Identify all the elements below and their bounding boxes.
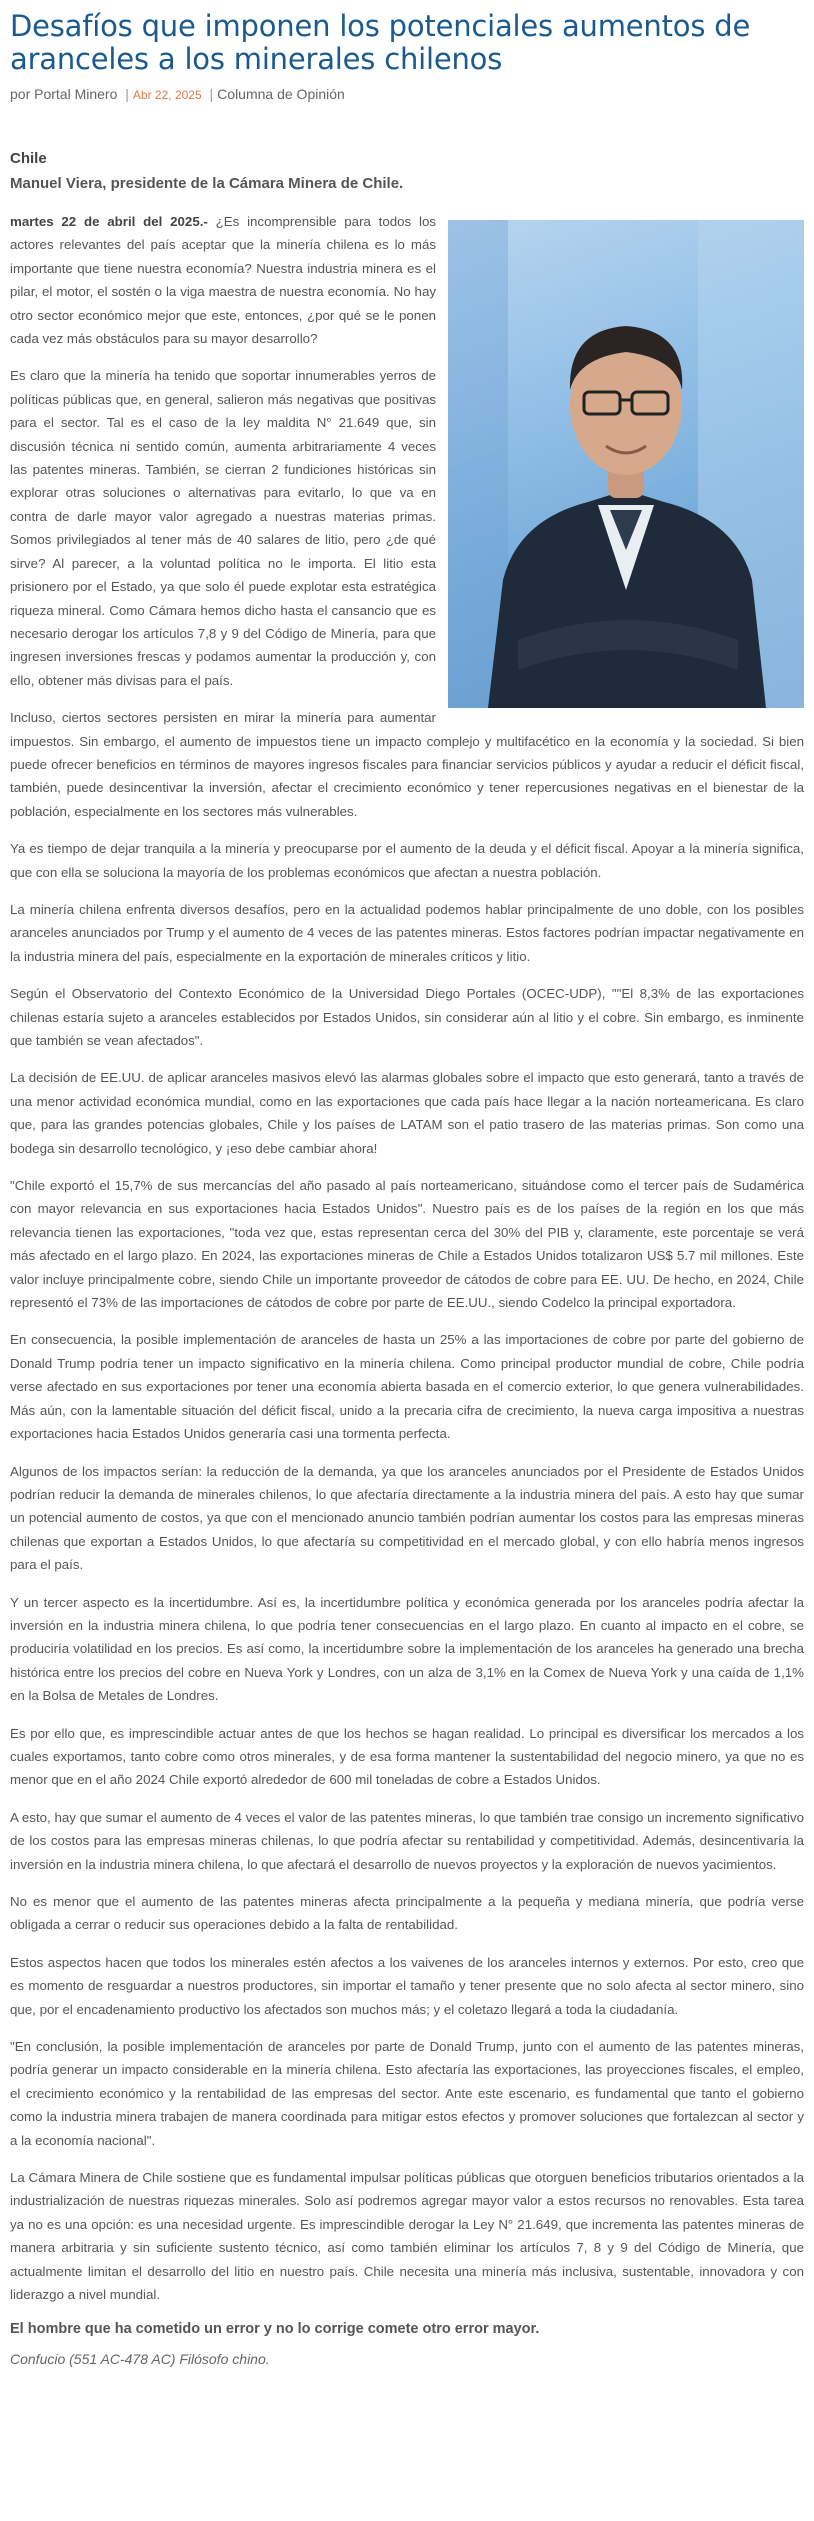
- article-title: Desafíos que imponen los potenciales aumentos de aranceles a los minerales chilenos: [10, 9, 751, 76]
- lead-date: martes 22 de abril del 2025.-: [10, 214, 208, 229]
- body-paragraph: Es por ello que, es imprescindible actuar antes de que los hechos se hagan realidad. Lo principal es diversificar los mercados a los cuales exportamos, tanto cobre como otros minerales, y de esa forma mantener la sustentabilidad del negocio minero, ya que no es menor que en el año 2024 Chile exportó alrededor de 600 mil toneladas de cobre a Estados Unidos.: [10, 1725, 804, 1788]
- author-link[interactable]: Portal Minero: [34, 86, 118, 102]
- byline: Manuel Viera, presidente de la Cámara Minera de Chile.: [10, 175, 404, 192]
- paragraph-text: ¿Es incomprensible para todos los actores relevantes del país aceptar que la minería chilena es lo más importante que tiene nuestra economía? Nuestra industria minera es el pilar, el motor, el sostén o la viga maestra de nuestra economía. No hay otro sector económico mejor que este, entonces, ¿por qué se le ponen cada vez más obstáculos para su mayor desarrollo?: [10, 214, 436, 347]
- body-paragraph: En consecuencia, la posible implementación de aranceles de hasta un 25% a las importaciones de cobre por parte del gobierno de Donald Trump podría tener un impacto significativo en la minería chilena. Como principal productor mundial de cobre, Chile podría verse afectado en sus exportaciones por tener una economía abierta basada en el comercio exterior, lo que genera vulnerabilidades. Más aún, con la lamentable situación del déficit fiscal, unido a la precaria cifra de crecimiento, la nueva carga impositiva a nuestras exportaciones hacia Estados Unidos generaría casi una tormenta perfecta.: [10, 1332, 804, 1442]
- publish-date: Abr 22, 2025: [132, 88, 202, 102]
- meta-separator: |: [209, 86, 214, 102]
- body-paragraph: La Cámara Minera de Chile sostiene que es fundamental impulsar políticas públicas que otorguen beneficios tributarios orientados a la industrialización de nuestras riquezas minerales. Solo así podremos agregar mayor valor a estos recursos no renovables. Esta tarea ya no es una opción: es una necesidad urgente. Es imprescindible derogar la Ley N° 21.649, que incrementa las patentes mineras de manera arbitraria y sin suficiente sustento técnico, así como también eliminar los artículos 7, 8 y 9 del Código de Minería, que actualmente limitan el desarrollo del litio en nuestro país. Chile necesita una minería más inclusiva, sustentable, innovadora y con liderazgo a nivel mundial.: [10, 2170, 804, 2303]
- body-paragraph: Según el Observatorio del Contexto Económico de la Universidad Diego Portales (OCEC-UDP), ""El 8,3% de las exportaciones chilenas estaría sujeto a aranceles establecidos por Estados Unidos, sin considerar aún al litio y el cobre. Sin embargo, es inminente que también se vean afectados".: [10, 986, 804, 1048]
- country-label: Chile: [10, 150, 47, 167]
- body-paragraph: La decisión de EE.UU. de aplicar aranceles masivos elevó las alarmas globales sobre el impacto que esto generará, tanto a través de una menor actividad económica mundial, como en las exportaciones que cada país hace llegar a la nación norteamericana. Es claro que, para las grandes potencias globales, Chile y los países de LATAM son el patio trasero de las materias primas. Son como una bodega sin desarrollo tecnológico, y ¡eso debe cambiar ahora!: [10, 1070, 804, 1156]
- body-paragraph: La minería chilena enfrenta diversos desafíos, pero en la actualidad podemos hablar principalmente de uno doble, con los posibles aranceles anunciados por Trump y el aumento de 4 veces de las patentes mineras. Estos factores podrían impactar negativamente en la industria minera del país, especialmente en la exportación de minerales críticos y litio.: [10, 901, 804, 964]
- body-paragraph: Algunos de los impactos serían: la reducción de la demanda, ya que los aranceles anunciados por el Presidente de Estados Unidos podrían reducir la demanda de minerales chilenos, lo que afectaría directamente a la industria minera del país. A esto hay que sumar un potencial aumento de costos, ya que con el mencionado anuncio también podrían aumentar los costos para las empresas mineras chilenas que exportan a Estados Unidos, lo que afectaría su competitividad en el mercado global, y con ello habría menos ingresos para el país.: [10, 1463, 804, 1573]
- body-paragraph: Y un tercer aspecto es la incertidumbre. Así es, la incertidumbre política y económica generada por los aranceles podría afectar la inversión en la industria minera chilena, lo que podría tener consecuencias en el largo plazo. En cuanto al impacto en el cobre, se produciría volatilidad en los precios. Es así como, la incertidumbre sobre la implementación de los aranceles ha generado una brecha histórica entre los precios del cobre en Nueva York y Londres, con un alza de 3,1% en la Comex de Nueva York y una caída de 1,1% en la Bolsa de Metales de Londres.: [10, 1594, 804, 1704]
- portrait-photo: [448, 220, 804, 708]
- closing-quote: El hombre que ha cometido un error y no lo corrige comete otro error mayor.: [10, 2320, 540, 2337]
- body-paragraph: Incluso, ciertos sectores persisten en mirar la minería para aumentar impuestos. Sin embargo, el aumento de impuestos tiene un impacto complejo y multifacético en la economía y la sociedad. Si bien puede ofrecer beneficios en términos de mayores ingresos fiscales para financiar servicios públicos y ayudar a reducir el déficit fiscal, también, puede desincentivar la inversión, afectar el crecimiento económico y tener repercusiones negativas en el bienestar de la población, especialmente en los sectores más vulnerables.: [10, 710, 804, 819]
- meta-by: por: [10, 86, 31, 102]
- body-paragraph: Estos aspectos hacen que todos los minerales estén afectos a los vaivenes de los aranceles internos y externos. Por esto, creo que es momento de resguardar a nuestros productores, sin importar el tamaño y tener presente que no solo afecta al sector minero, sino que, por el encadenamiento productivo los afectados son muchos más; y el coletazo llegará a toda la ciudadanía.: [10, 1954, 804, 2017]
- body-paragraph: "En conclusión, la posible implementación de aranceles por parte de Donald Trump, junto con el aumento de las patentes mineras, podría generar un impacto considerable en la minería chilena. Esto afectaría las exportaciones, las proyecciones fiscales, el empleo, el crecimiento económico y la rentabilidad de las empresas del sector. Ante este escenario, es fundamental que tanto el gobierno como la industria minera trabajen de manera coordinada para mitigar estos efectos y promover soluciones que fortalezcan al sector y a la economía nacional".: [10, 2039, 804, 2148]
- meta-separator: |: [125, 86, 129, 102]
- portrait-illustration: [448, 220, 804, 708]
- quote-attribution: Confucio (551 AC-478 AC) Filósofo chino.: [10, 2350, 270, 2367]
- body-paragraph: Ya es tiempo de dejar tranquila a la minería y preocuparse por el aumento de la deuda y el déficit fiscal. Apoyar a la minería significa, que con ella se soluciona la mayoría de los problemas económicos que afectan a nuestra población.: [10, 841, 804, 880]
- body-paragraph: Es claro que la minería ha tenido que soportar innumerables yerros de políticas públicas que, en general, salieron más negativas que positivas para el sector. Tal es el caso de la ley maldita N° 21.649 que, sin discusión técnica ni sentido común, aumenta arbitrariamente 4 veces las patentes mineras. También, se cierran 2 fundiciones históricas sin explorar otras soluciones o alternativas para evitarlo, lo que va en contra de darle mayor valor agregado a nuestras materias primas. Somos privilegiados al tener más de 40 salares de litio, pero ¿de qué sirve? Al parecer, a la voluntad política no le importa. El litio esta prisionero por el Estado, ya que solo él puede explotar esta estratégica riqueza mineral. Como Cámara hemos dicho hasta el cansancio que es necesario derogar los artículos 7,8 y 9 del Código de Minería, para que ingresen inversiones frescas y podamos aumentar la producción y, con ello, obtener más divisas para el país.: [10, 368, 436, 688]
- body-paragraph: No es menor que el aumento de las patentes mineras afecta principalmente a la pequeña y mediana minería, que podría verse obligada a cerrar o reducir sus operaciones debido a la falta de rentabilidad.: [10, 1894, 804, 1933]
- body-paragraph: A esto, hay que sumar el aumento de 4 veces el valor de las patentes mineras, lo que también trae consigo un incremento significativo de los costos para las empresas mineras chilenas, lo que podría afectar su rentabilidad y competitividad. Además, desincentivaría la inversión en la industria minera chilena, lo que afectará el desarrollo de nuevos proyectos y la exploración de nuevos yacimientos.: [10, 1809, 804, 1872]
- body-paragraph: "Chile exportó el 15,7% de sus mercancías del año pasado al país norteamericano, situándose como el tercer país de Sudamérica con mayor relevancia en sus exportaciones hacia Estados Unidos". Nuestro país es de los países de la región en los que más relevancia tienen las exportaciones, "toda vez que, estas representan cerca del 30% del PIB y, claramente, este porcentaje se verá más afectado en el largo plazo. En 2024, las exportaciones mineras de Chile a Estados Unidos totalizaron US$ 5.7 mil millones. Este valor incluye principalmente cobre, siendo Chile un importante proveedor de cátodos de cobre para EE. UU. De hecho, en 2024, Chile representó el 73% de las importaciones de cátodos de cobre por parte de EE.UU., siendo Codelco la principal exportadora.: [10, 1178, 804, 1311]
- article-meta: [10, 86, 804, 102]
- category-link[interactable]: Columna de Opinión: [217, 86, 345, 102]
